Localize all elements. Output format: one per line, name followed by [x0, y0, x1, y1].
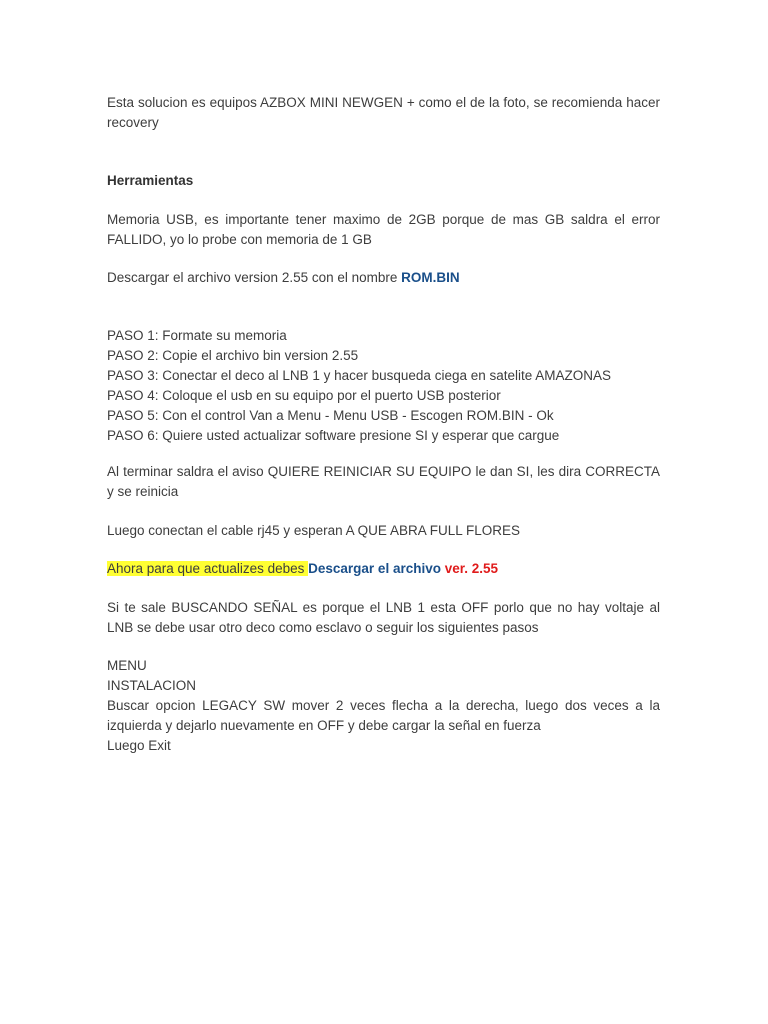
steps-list: [107, 326, 660, 446]
update-highlight-text: Ahora para que actualizes debes: [107, 561, 309, 576]
menu-steps: [107, 656, 660, 756]
finish-note-paragraph: Al terminar saldra el aviso QUIERE REINICIAR SU EQUIPO le dan SI, les dira CORRECTA y se reinicia: [107, 464, 660, 499]
download-archive-link[interactable]: Descargar el archivo: [308, 561, 441, 576]
download-paragraph: [107, 268, 660, 288]
usb-note-paragraph: Memoria USB, es importante tener maximo de 2GB porque de mas GB saldra el error FALLIDO, yo lo probe con memoria de 1 GB: [107, 212, 660, 247]
step-item: PASO 4: Coloque el usb en su equipo por el puerto USB posterior: [107, 388, 501, 403]
signal-note-paragraph: Si te sale BUSCANDO SEÑAL es porque el LNB 1 esta OFF porlo que no hay voltaje al LNB se debe usar otro deco como esclavo o seguir los siguientes pasos: [107, 600, 660, 635]
tools-heading: Herramientas: [107, 173, 194, 188]
intro-paragraph: Esta solucion es equipos AZBOX MINI NEWGEN + como el de la foto, se recomienda hacer recovery: [107, 95, 660, 130]
step-item: PASO 6: Quiere usted actualizar software presione SI y esperar que cargue: [107, 428, 560, 443]
step-item: PASO 5: Con el control Van a Menu - Menu USB - Escogen ROM.BIN - Ok: [107, 408, 554, 423]
step-item: PASO 2: Copie el archivo bin version 2.55: [107, 348, 359, 363]
rom-bin-link[interactable]: ROM.BIN: [401, 270, 460, 285]
download-text: Descargar el archivo version 2.55 con el nombre: [107, 270, 402, 285]
update-paragraph: [107, 559, 660, 579]
menu-label: MENU: [107, 658, 147, 673]
version-label: ver. 2.55: [440, 561, 499, 576]
step-item: PASO 1: Formate su memoria: [107, 328, 287, 343]
step-item: PASO 3: Conectar el deco al LNB 1 y hacer busqueda ciega en satelite AMAZONAS: [107, 368, 612, 383]
legacy-instruction: Buscar opcion LEGACY SW mover 2 veces flecha a la derecha, luego dos veces a la izquierda y dejarlo nuevamente en OFF y debe cargar la señal en fuerza: [107, 698, 660, 733]
cable-note-paragraph: Luego conectan el cable rj45 y esperan A QUE ABRA FULL FLORES: [107, 523, 520, 538]
install-label: INSTALACION: [107, 678, 197, 693]
exit-instruction: Luego Exit: [107, 738, 171, 753]
